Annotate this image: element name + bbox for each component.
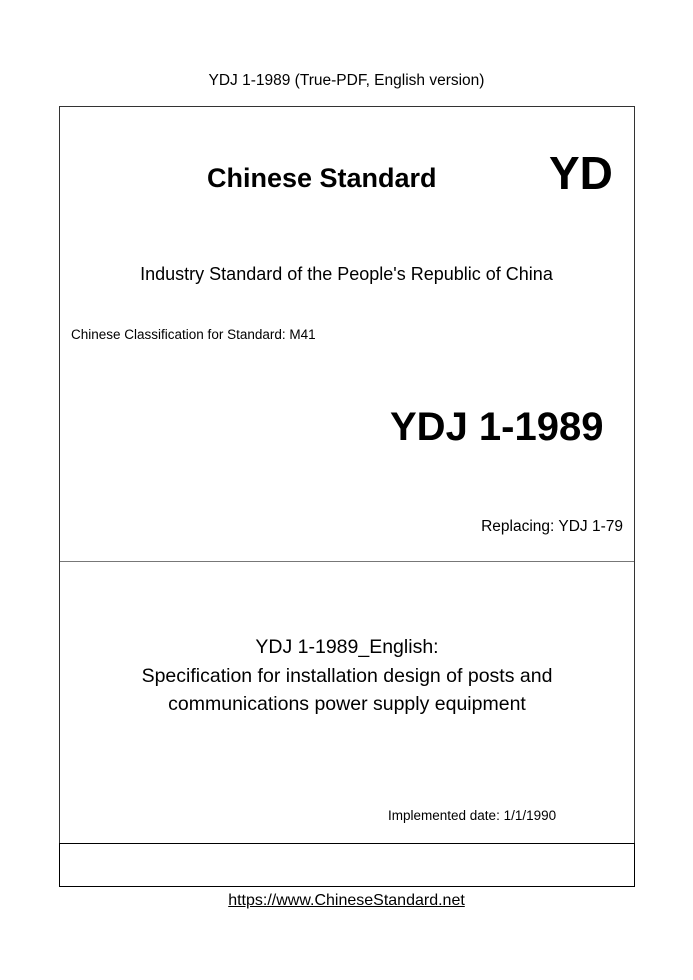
website-link[interactable]: https://www.ChineseStandard.net <box>228 892 465 909</box>
document-title-line-3: communications power supply equipment <box>168 693 526 715</box>
cover-heading: Chinese Standard <box>207 163 437 193</box>
cover-bottom-box <box>59 843 635 887</box>
page-header: YDJ 1-1989 (True-PDF, English version) <box>208 72 485 89</box>
footer <box>0 892 693 910</box>
standard-number: YDJ 1-1989 <box>390 405 604 449</box>
industry-line: Industry Standard of the People's Republic of China <box>140 264 553 284</box>
replacing-line: Replacing: YDJ 1-79 <box>481 518 623 535</box>
document-title <box>59 633 635 719</box>
standard-code-mark: YD <box>549 147 613 199</box>
document-title-line-1: YDJ 1-1989_English: <box>255 636 439 658</box>
implemented-date: Implemented date: 1/1/1990 <box>388 808 557 823</box>
document-title-line-2: Specification for installation design of posts and <box>141 664 553 687</box>
classification-line: Chinese Classification for Standard: M41 <box>71 327 316 342</box>
